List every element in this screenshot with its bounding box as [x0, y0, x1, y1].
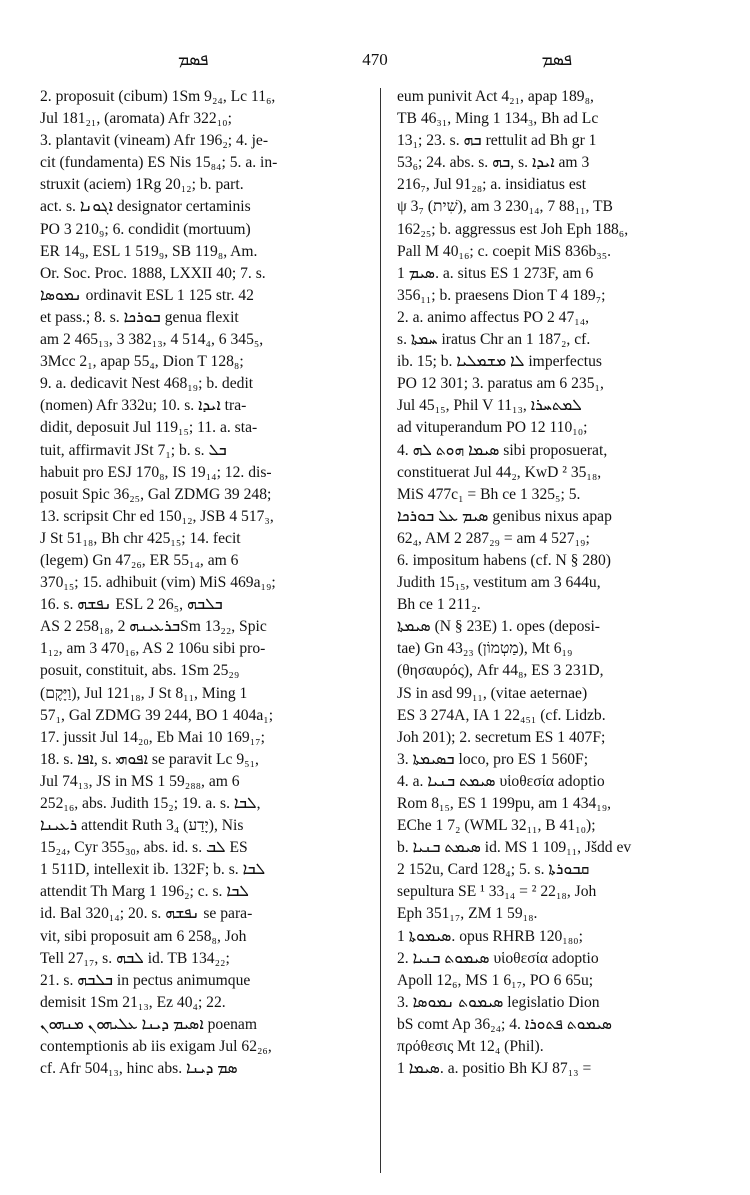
text-line: ܣܝܡ ܥܠ ܒܘܪܟܐ genibus nixus apap [397, 507, 612, 525]
left-column [40, 86, 365, 1080]
text-line: 1₁₂, am 3 470₁₆, AS 2 106u sibi pro- [40, 640, 266, 658]
text-line: J St 51₁₈, Bh chr 425₁₅; 14. fecit [40, 529, 241, 547]
text-line: 2. ܣܝܡܘܬ ܒܢܝܐ υἱοθεσία adoptio [397, 949, 599, 967]
text-line: 13. scripsit Chr ed 150₁₂, JSB 4 517₃, [40, 507, 274, 525]
text-line: contemptionis ab iis exigam Jul 62₂₆, [40, 1038, 272, 1056]
text-line: ψ 3₇ (שִׁית), am 3 230₁₄, 7 88₁₁, TB [397, 198, 613, 216]
text-line: id. Bal 320₁₄; 20. s. ܢܦܫܗ se para- [40, 905, 253, 923]
text-line: cit (fundamenta) ES Nis 15₈₄; 5. a. in- [40, 154, 278, 172]
text-line: am 2 465₁₃, 3 382₁₃, 4 514₄, 6 345₅, [40, 331, 264, 349]
text-line: vit, sibi proposuit am 6 258₈, Joh [40, 927, 247, 945]
text-line: Jul 45₁₅, Phil V 11₁₃, ܠܡܬܚܪܐ [397, 397, 582, 415]
text-line: 6. impositum habens (cf. N § 280) [397, 551, 611, 569]
text-line: Joh 201); 2. secretum ES 1 407F; [397, 728, 606, 746]
text-line: bS comt Ap 36₂₄; 4. ܣܝܡܘܬ ܦܬܘܪܐ [397, 1015, 613, 1033]
text-line: Rom 8₁₅, ES 1 199pu, am 1 434₁₉, [397, 795, 612, 812]
text-line: (θησαυρός), Afr 44₈, ES 3 231D, [397, 662, 604, 680]
text-line: 3. ܒܣܝܡܬܐ loco, pro ES 1 560F; [397, 750, 589, 768]
text-line: Pall M 40₁₆; c. coepit MiS 836b₃₅. [397, 242, 612, 260]
text-line: struxit (aciem) 1Rg 20₁₂; b. part. [40, 176, 244, 194]
text-line: s. ܚܡܬܐ iratus Chr an 1 187₂, cf. [397, 331, 591, 349]
text-line: 53₆; 24. abs. s. ܒܗ, s. ܐܝܕܐ am 3 [397, 154, 590, 172]
text-line: ib. 15; b. ܠܐ ܡܫܡܠܝܐ imperfectus [397, 353, 602, 371]
text-line: 9. a. dedicavit Nest 468₁₉; b. dedit [40, 375, 254, 393]
text-line: 62₄, AM 2 287₂₉ = am 4 527₁₉; [397, 529, 590, 547]
text-line: posuit Spic 36₂₅, Gal ZDMG 39 248; [40, 485, 272, 503]
text-line: 16. s. ܢܦܫܗ ESL 2 26₅, ܒܠܒܗ [40, 596, 223, 614]
text-line: 3. plantavit (vineam) Afr 196₂; 4. je- [40, 132, 269, 150]
text-line: 21. s. ܒܠܒܗ in pectus animumque [40, 971, 251, 989]
text-line: PO 12 301; 3. paratus am 6 235₁, [397, 375, 604, 393]
running-head-right: ܦܣܡ [541, 50, 572, 69]
page-number: 470 [362, 50, 388, 69]
text-line: ES 3 274A, IA 1 22₄₅₁ (cf. Lidzb. [397, 706, 606, 724]
text-line: 3. ܣܝܡܘܬ ܢܡܘܣܐ legislatio Dion [397, 993, 600, 1011]
text-line: 18. s. ܐܦܐ, s. ܐܦܘܗܝ se paravit Lc 9₅₁, [40, 750, 259, 768]
text-line: 2 152u, Card 128₄; 5. s. ܩܒܘܪܬܐ [397, 861, 590, 879]
text-line: Or. Soc. Proc. 1888, LXXII 40; 7. s. [40, 264, 266, 282]
running-head-left: ܦܣܡ [178, 50, 209, 69]
text-line: 162₂₅; b. aggressus est Joh Eph 188₆, [397, 220, 629, 238]
text-line: Bh ce 1 211₂. [397, 596, 481, 614]
text-line: b. ܣܝܡܬ ܒܢܝܐ id. MS 1 109₁₁, Jšdd ev [397, 839, 632, 857]
text-line: Eph 351₁₇, ZM 1 59₁₈. [397, 905, 538, 923]
text-line: 4. ܣܝܡܐ ܗܘܬ ܠܗ sibi proposuerat, [397, 441, 608, 459]
text-line: posuit, constituit, abs. 1Sm 25₂₉ [40, 662, 240, 680]
text-line: Jul 74₁₃, JS in MS 1 59₂₈₈, am 6 [40, 772, 240, 790]
text-line: sepultura SE ¹ 33₁₄ = ² 22₁₈, Joh [397, 883, 597, 901]
text-line: AS 2 258₁₈, ܒܪܥܝܢܗ 2Sm 13₂₂, Spic [40, 618, 267, 636]
text-line: 4. a. ܣܝܡܬ ܒܢܝܐ υἱοθεσία adoptio [397, 772, 605, 790]
text-line: tuit, affirmavit JSt 7₁; b. s. ܒܠ [40, 441, 227, 459]
text-line: Judith 15₁₅, vestitum am 3 644u, [397, 574, 601, 592]
text-line: 3Mcc 2₁, apap 55₄, Dion T 128₈; [40, 353, 244, 371]
text-line: EChe 1 7₂ (WML 32₁₁, B 41₁₀); [397, 817, 596, 835]
text-line: ܪܥܝܢܐ attendit Ruth 3₄ (יָדַע), Nis [40, 817, 244, 835]
text-line: PO 3 210₉; 6. condidit (mortuum) [40, 220, 251, 238]
text-line: 2. a. animo affectus PO 2 47₁₄, [397, 308, 590, 326]
text-line: habuit pro ESJ 170₈, IS 19₁₄; 12. dis- [40, 463, 272, 481]
text-line: ad vituperandum PO 12 110₁₀; [397, 419, 588, 437]
text-line: Jul 181₂₁, (aromata) Afr 322₁₀; [40, 110, 232, 128]
text-line: ER 14₉, ESL 1 519₉, SB 119₈, Am. [40, 242, 258, 260]
text-line: ܣܝܡܘܬܐ 1. opus RHRB 120₁₈₀; [397, 927, 583, 945]
text-line: (legem) Gn 47₂₆, ER 55₁₄, am 6 [40, 551, 239, 569]
text-line: attendit Th Marg 1 196₂; c. s. ܠܒܐ [40, 883, 250, 901]
text-line: 17. jussit Jul 14₂₀, Eb Mai 10 169₁₇; [40, 728, 265, 746]
text-line: 57₁, Gal ZDMG 39 244, BO 1 404a₁; [40, 706, 274, 724]
text-line: ܣܝܡܐ 1. a. positio Bh KJ 87₁₃ = [397, 1060, 592, 1078]
text-line: 252₁₆, abs. Judith 15₂; 19. a. s. ܠܒܐ, [40, 795, 261, 812]
text-line: Apoll 12₆, MS 1 6₁₇, PO 6 65u; [397, 971, 594, 989]
text-line: TB 46₃₁, Ming 1 134₃, Bh ad Lc [397, 110, 599, 128]
text-line: constituerat Jul 44₂, KwD ² 35₁₈, [397, 463, 602, 481]
text-line: demisit 1Sm 21₁₃, Ez 40₄; 22. [40, 993, 226, 1011]
text-line: ܢܡܘܣܐ ordinavit ESL 1 125 str. 42 [40, 286, 254, 304]
text-line: πρόθεσις Mt 12₄ (Phil). [397, 1038, 544, 1056]
text-line: (nomen) Afr 332u; 10. s. ܐܝܕܐ tra- [40, 397, 247, 415]
text-line: ܣܝܡ 1. a. situs ES 1 273F, am 6 [397, 264, 594, 282]
text-line: ܣܝܡܬܐ (N § 23E) 1. opes (deposi- [397, 618, 601, 636]
text-line: 216₇, Jul 91₂₈; a. insidiatus est [397, 176, 587, 194]
text-line: Tell 27₁₇, s. ܠܒܗ id. TB 134₂₂; [40, 949, 230, 967]
text-line: 2. proposuit (cibum) 1Sm 9₂₄, Lc 11₆, [40, 88, 276, 105]
text-line: 13₁; 23. s. ܒܗ rettulit ad Bh gr 1 [397, 132, 597, 150]
text-line: act. s. ܐܓܘܢܐ designator certaminis [40, 198, 251, 216]
text-line: 15₂₄, Cyr 355₃₀, abs. id. s. ܠܒ ES [40, 839, 248, 857]
column-divider [380, 88, 381, 1173]
text-line: tae) Gn 43₂₃ (מַטְמוֹן), Mt 6₁₉ [397, 640, 573, 658]
text-line: 370₁₅; 15. adhibuit (vim) MiS 469a₁₉; [40, 574, 276, 592]
text-line: et pass.; 8. s. ܒܘܪܟܐ genua flexit [40, 308, 239, 326]
text-line: JS in asd 99₁₁, (vitae aeternae) [397, 684, 588, 702]
text-line: (וַיָּקֶם), Jul 121₁₈, J St 8₁₁, Ming 1 [40, 684, 248, 702]
text-line: MiS 477c₁ = Bh ce 1 325₅; 5. [397, 485, 581, 503]
text-line: ܐܣܝܡ ܕܝܢܐ ܥܠܝܗܘܢ ܡܢܗܘܢ poenam [40, 1015, 257, 1033]
right-column [397, 86, 722, 1080]
text-line: eum punivit Act 4₂₁, apap 189₈, [397, 88, 594, 105]
page-header [28, 50, 722, 74]
text-line: didit, deposuit Jul 119₁₅; 11. a. sta- [40, 419, 258, 437]
text-line: 356₁₁; b. praesens Dion T 4 189₇; [397, 286, 606, 304]
text-line: cf. Afr 504₁₃, hinc abs. ܣܡ ܕܝܢܐ [40, 1060, 238, 1078]
text-line: 1 511D, intellexit ib. 132F; b. s. ܠܒܐ [40, 861, 266, 879]
